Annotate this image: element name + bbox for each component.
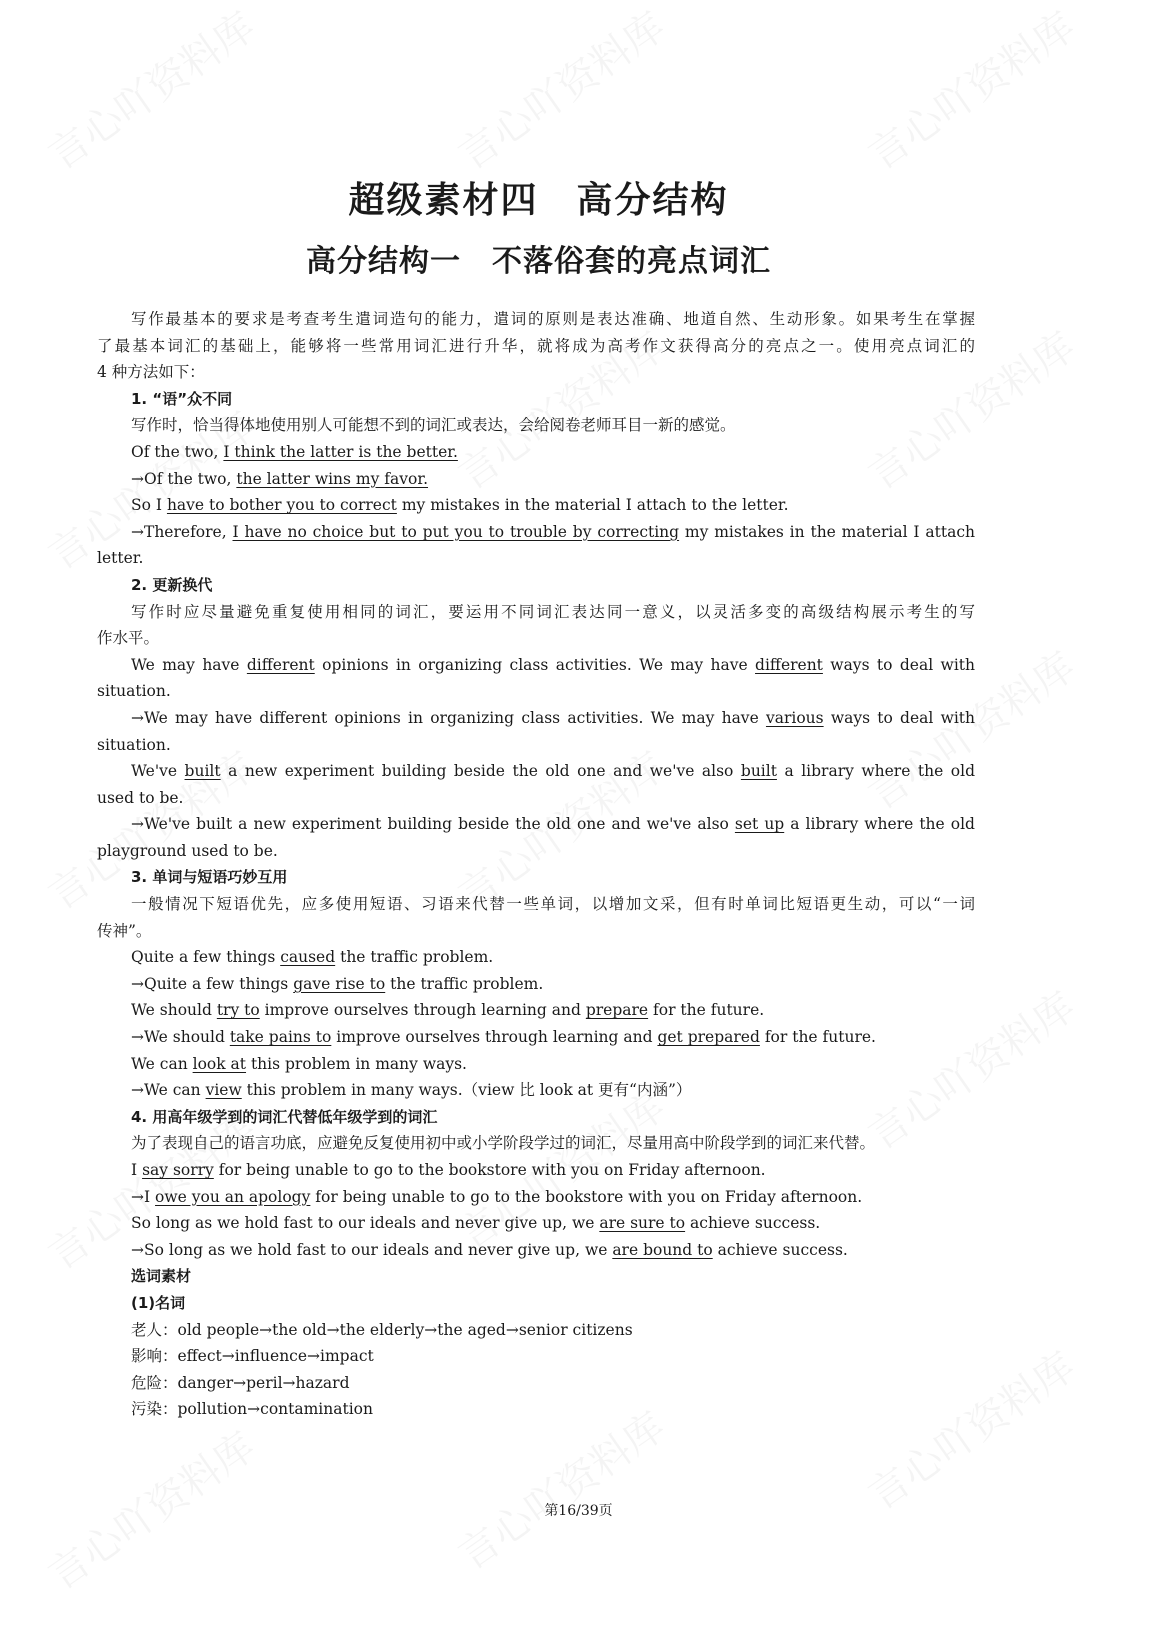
text-segment: for being unable to go to the bookstore with you on Friday afternoon. <box>310 1187 863 1206</box>
text-line <box>97 891 975 918</box>
watermark-text <box>445 1396 674 1580</box>
text-segment: I <box>131 1161 143 1179</box>
text-segment: Of the two, <box>131 442 224 461</box>
text-segment: the traffic problem. <box>385 974 544 993</box>
text-line <box>97 545 975 572</box>
text-segment: We've <box>131 762 185 781</box>
text-segment: improve ourselves through learning and <box>259 1001 586 1020</box>
text-segment: (1)名词 <box>131 1293 186 1312</box>
text-line <box>97 492 975 519</box>
underlined-phrase: take pains to <box>229 1028 332 1047</box>
text-segment: So I <box>131 496 167 515</box>
underlined-phrase: different <box>246 655 315 674</box>
text-line <box>97 1396 975 1423</box>
underlined-phrase: are sure to <box>599 1214 686 1233</box>
watermark-text <box>855 0 1084 181</box>
underlined-phrase: get prepared <box>657 1028 760 1047</box>
text-segment: →Therefore, <box>131 522 233 541</box>
text-segment: playground used to be. <box>97 841 278 860</box>
section-heading <box>97 1263 975 1290</box>
text-line <box>97 838 975 865</box>
text-line <box>97 1157 975 1184</box>
text-segment: 污染：pollution→contamination <box>131 1400 373 1419</box>
text-line <box>97 785 975 812</box>
underlined-phrase: caused <box>280 948 336 967</box>
text-segment: 了最基本词汇的基础上，能够将一些常用词汇进行升华，就将成为高考作文获得高分的亮点之一。使用亮点词汇的 <box>97 336 975 355</box>
text-segment: a new experiment building beside the old one and we've also <box>220 762 741 781</box>
text-segment: situation. <box>97 735 171 754</box>
text-line <box>97 412 975 439</box>
section-heading <box>97 386 975 413</box>
text-segment: achieve success. <box>685 1214 821 1233</box>
text-segment: 传神”。 <box>97 921 152 940</box>
text-segment: →Quite a few things <box>131 974 294 993</box>
text-line <box>97 918 975 945</box>
text-line <box>97 306 975 333</box>
text-line <box>97 1343 975 1370</box>
underlined-phrase: different <box>755 655 823 674</box>
text-segment: We may have <box>131 655 247 674</box>
underlined-phrase: built <box>184 762 221 781</box>
text-segment: a library where the old <box>784 762 975 781</box>
text-segment: 写作时，恰当得体地使用别人可能想不到的词汇或表达，会给阅卷老师耳目一新的感觉。 <box>131 416 736 435</box>
text-segment: ways to deal with <box>830 655 975 674</box>
watermark-text <box>35 0 264 181</box>
text-line <box>97 997 975 1024</box>
text-line <box>97 599 975 626</box>
section-heading <box>97 864 975 891</box>
text-segment: for being unable to go to the bookstore with you on Friday afternoon. <box>213 1161 766 1179</box>
text-segment: for the future. <box>759 1028 876 1047</box>
text-segment: this problem in many ways.（view 比 look at 更有“内涵”） <box>241 1081 692 1100</box>
section-heading <box>97 1104 975 1131</box>
text-line <box>97 333 975 360</box>
text-segment: my mistakes in the material I attach <box>684 522 975 541</box>
text-segment: opinions in organizing class activities. We may have <box>314 655 756 674</box>
text-segment: →I <box>131 1187 156 1206</box>
text-segment: improve ourselves through learning and <box>331 1028 658 1047</box>
text-segment: 一般情况下短语优先，应多使用短语、习语来代替一些单词，以增加文采，但有时单词比短语更生动，可以“一词 <box>131 895 975 914</box>
text-segment: We should <box>131 1001 217 1020</box>
text-segment: 4. 用高年级学到的词汇代替低年级学到的词汇 <box>131 1107 438 1126</box>
underlined-phrase: set up <box>734 815 785 834</box>
text-segment: 作水平。 <box>97 629 160 648</box>
text-segment: achieve success. <box>712 1240 848 1259</box>
text-segment: →We may have different opinions in organizing class activities. We may have <box>131 708 766 727</box>
text-segment: 3. 单词与短语巧妙互用 <box>131 868 288 887</box>
text-line <box>97 1051 975 1078</box>
text-line <box>97 1130 975 1157</box>
text-line <box>97 466 975 493</box>
text-segment: ways to deal with <box>830 708 975 727</box>
text-segment: 选词素材 <box>131 1267 192 1286</box>
text-segment: →We should <box>131 1028 230 1047</box>
text-line <box>97 705 975 732</box>
text-line <box>97 1370 975 1397</box>
section-subtitle: 高分结构一 不落俗套的亮点词汇 <box>306 244 771 279</box>
text-segment: 4 种方法如下： <box>97 363 205 382</box>
text-line <box>97 1317 975 1344</box>
text-segment: Quite a few things <box>131 948 281 967</box>
text-segment: →We can <box>131 1081 206 1100</box>
underlined-phrase: owe you an apology <box>155 1187 311 1206</box>
text-line <box>97 519 975 546</box>
underlined-phrase: I think the latter is the better. <box>223 442 458 461</box>
text-segment: the traffic problem. <box>335 948 494 967</box>
text-segment: my mistakes in the material I attach to the letter. <box>396 496 789 515</box>
text-segment: for the future. <box>648 1001 765 1020</box>
page-number: 第16/39页 <box>544 1503 613 1519</box>
text-segment: →We've built a new experiment building beside the old one and we've also <box>131 815 735 834</box>
text-line <box>97 439 975 466</box>
underlined-phrase: have to bother you to correct <box>166 496 397 515</box>
text-line <box>97 971 975 998</box>
underlined-phrase: view <box>205 1081 242 1100</box>
text-segment: 2. 更新换代 <box>131 575 213 594</box>
underlined-phrase: look at <box>192 1054 247 1073</box>
underlined-phrase: built <box>740 762 777 781</box>
text-segment: used to be. <box>97 788 184 807</box>
text-segment: →So long as we hold fast to our ideals and never give up, we <box>131 1240 613 1259</box>
text-segment: 老人：old people→the old→the elderly→the aged→senior citizens <box>131 1320 633 1339</box>
text-segment: 危险：danger→peril→hazard <box>131 1373 350 1392</box>
text-segment: 1. “语”众不同 <box>131 389 233 408</box>
text-line <box>97 359 975 386</box>
text-segment: 写作最基本的要求是考查考生遣词造句的能力，遣词的原则是表达准确、地道自然、生动形象。如果考生在掌握 <box>131 310 975 328</box>
text-line <box>97 811 975 838</box>
text-segment: this problem in many ways. <box>246 1054 467 1073</box>
watermark-text <box>445 0 674 181</box>
section-heading <box>97 1290 975 1317</box>
text-line <box>97 1210 975 1237</box>
section-heading <box>97 572 975 599</box>
underlined-phrase: the latter wins my favor. <box>236 469 429 488</box>
text-segment: 为了表现自己的语言功底，应避免反复使用初中或小学阶段学过的词汇，尽量用高中阶段学到的词汇来代替。 <box>131 1134 876 1153</box>
underlined-phrase: gave rise to <box>293 974 386 993</box>
text-line <box>97 1077 975 1104</box>
text-line <box>97 1184 975 1211</box>
text-segment: →Of the two, <box>131 469 237 488</box>
text-line <box>97 1024 975 1051</box>
document-body <box>97 306 975 1423</box>
underlined-phrase: various <box>765 708 824 727</box>
text-line <box>97 1237 975 1264</box>
text-line <box>97 625 975 652</box>
underlined-phrase: prepare <box>585 1001 649 1020</box>
text-line <box>97 758 975 785</box>
underlined-phrase: are bound to <box>612 1240 713 1259</box>
underlined-phrase: try to <box>216 1001 260 1020</box>
text-line <box>97 678 975 705</box>
underlined-phrase: say sorry <box>142 1161 214 1179</box>
text-segment: So long as we hold fast to our ideals and never give up, we <box>131 1214 600 1233</box>
text-segment: situation. <box>97 682 171 701</box>
text-segment: 影响：effect→influence→impact <box>131 1347 374 1366</box>
page-title: 超级素材四 高分结构 <box>348 180 729 221</box>
text-line <box>97 732 975 759</box>
text-segment: We can <box>131 1054 193 1073</box>
text-line <box>97 944 975 971</box>
text-line <box>97 652 975 679</box>
underlined-phrase: I have no choice but to put you to trouble by correcting <box>232 522 680 541</box>
text-segment: letter. <box>97 549 144 568</box>
text-segment: a library where the old <box>784 815 975 834</box>
text-segment: 写作时应尽量避免重复使用相同的词汇，要运用不同词汇表达同一意义，以灵活多变的高级结构展示考生的写 <box>131 602 975 621</box>
